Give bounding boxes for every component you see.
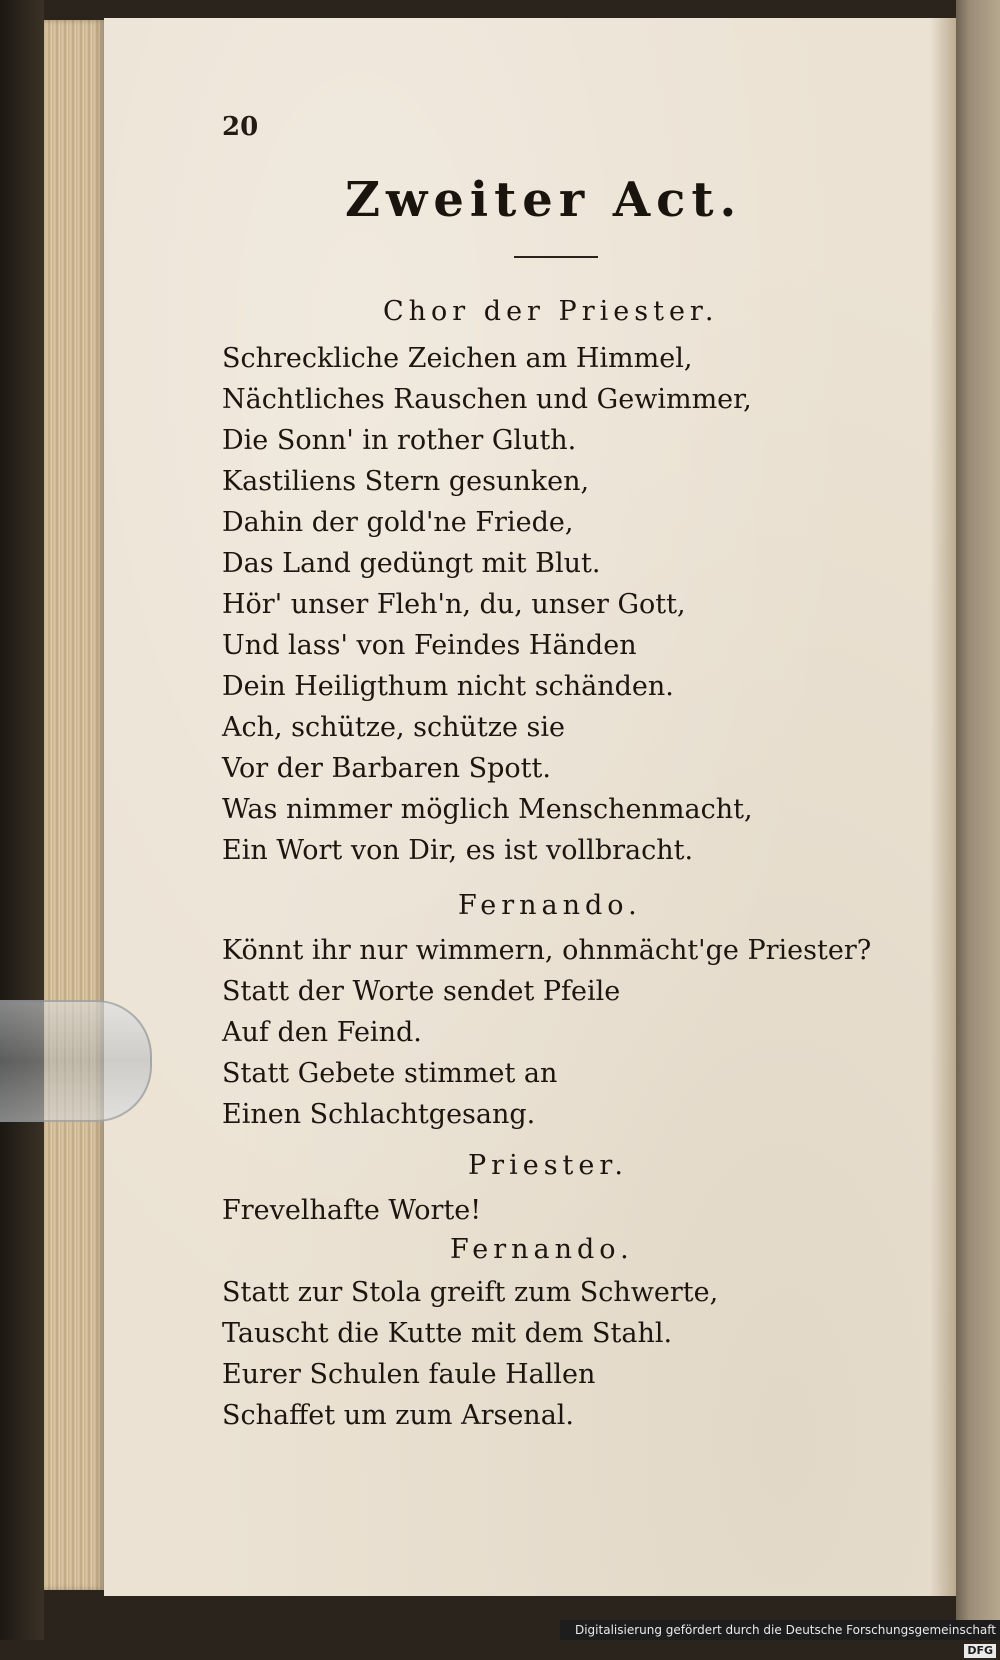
verse-block [222, 930, 902, 1135]
dfg-logo: DFG [964, 1644, 996, 1658]
verse-line: Tauscht die Kutte mit dem Stahl. [222, 1318, 673, 1349]
act-title: Zweiter Act. [345, 172, 743, 228]
verse-line: Dein Heiligthum nicht schänden. [222, 671, 674, 702]
verse-line: Auf den Feind. [222, 1017, 422, 1048]
verse-line: Frevelhafte Worte! [222, 1195, 482, 1226]
verse-line: Einen Schlachtgesang. [222, 1099, 536, 1130]
verse-line: Kastiliens Stern gesunken, [222, 466, 590, 497]
verse-line: Schaffet um zum Arsenal. [222, 1400, 575, 1431]
page-gutter-shadow [930, 18, 956, 1596]
verse-line: Nächtliches Rauschen und Gewimmer, [222, 384, 752, 415]
verse-line: Hör' unser Fleh'n, du, unser Gott, [222, 589, 686, 620]
verse-line: Ach, schütze, schütze sie [222, 712, 566, 743]
speaker-heading: Chor der Priester. [383, 296, 719, 327]
verse-line: Und lass' von Feindes Händen [222, 630, 637, 661]
speaker-heading: Fernando. [458, 890, 642, 921]
footer-text: Digitalisierung gefördert durch die Deutsche Forschungsgemeinschaft [574, 1623, 996, 1637]
page-edges [44, 20, 104, 1590]
verse-line: Vor der Barbaren Spott. [222, 753, 551, 784]
title-divider [514, 256, 598, 258]
verse-line: Statt Gebete stimmet an [222, 1058, 558, 1089]
scan-background-left [0, 0, 44, 1640]
verse-line: Könnt ihr nur wimmern, ohnmächt'ge Priester? [222, 935, 872, 966]
verse-line: Schreckliche Zeichen am Himmel, [222, 343, 693, 374]
verse-line: Eurer Schulen faule Hallen [222, 1359, 596, 1390]
verse-line: Dahin der gold'ne Friede, [222, 507, 574, 538]
verse-line: Das Land gedüngt mit Blut. [222, 548, 601, 579]
verse-line: Was nimmer möglich Menschenmacht, [222, 794, 753, 825]
verse-block [222, 338, 902, 871]
verse-block [222, 1272, 902, 1436]
page-number: 20 [222, 112, 259, 142]
scan-background-right [956, 0, 1000, 1640]
verse-block [222, 1190, 902, 1231]
speaker-heading: Priester. [468, 1150, 628, 1181]
bookmark-tab[interactable] [0, 1000, 152, 1122]
verse-line: Statt der Worte sendet Pfeile [222, 976, 621, 1007]
verse-line: Die Sonn' in rother Gluth. [222, 425, 577, 456]
speaker-heading: Fernando. [450, 1234, 634, 1265]
verse-line: Statt zur Stola greift zum Schwerte, [222, 1277, 719, 1308]
digitization-footer [560, 1620, 1000, 1657]
verse-line: Ein Wort von Dir, es ist vollbracht. [222, 835, 694, 866]
